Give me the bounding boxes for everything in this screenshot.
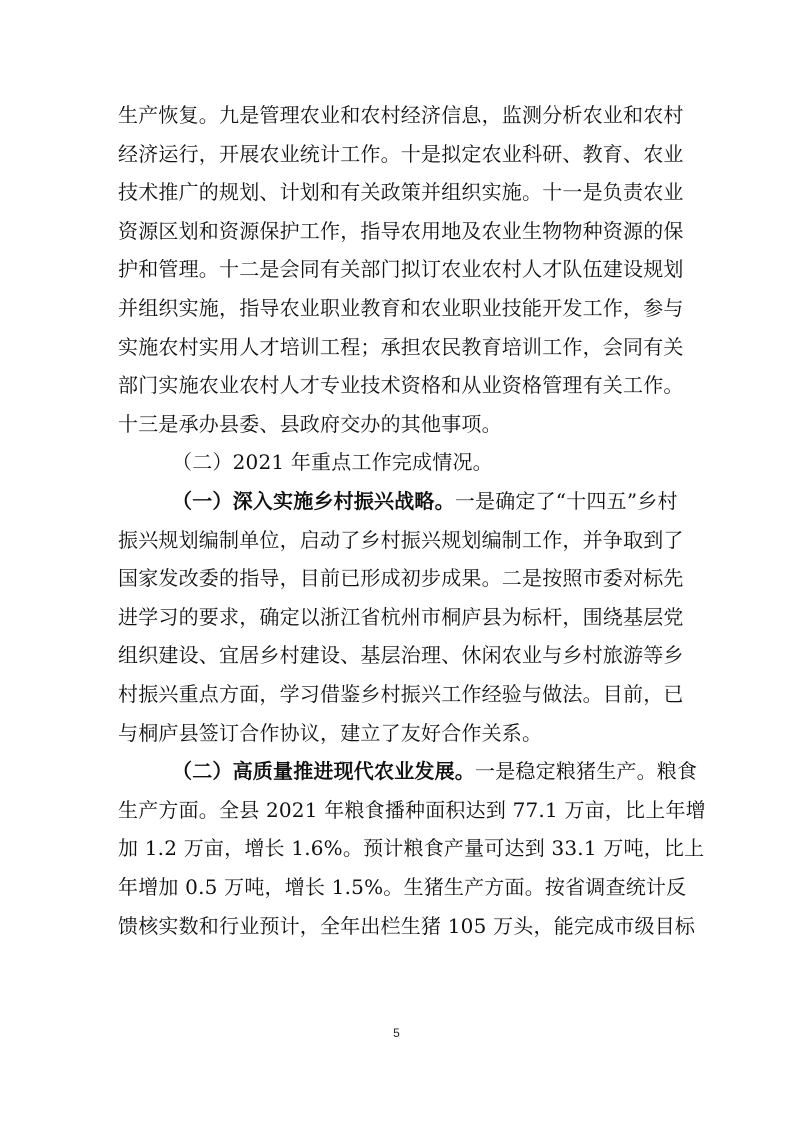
text-line (118, 523, 684, 557)
text-run: 十三是承办县委、县政府交办的其他事项。 (118, 411, 502, 436)
text-run: 村振兴重点方面，学习借鉴乡村振兴工作经验与做法。目前，已 (118, 682, 684, 706)
text-line (118, 214, 684, 248)
text-line (118, 870, 687, 904)
text-run: 技术推广的规划、计划和有关政策并组织实施。十一是负责农业 (118, 180, 684, 205)
page-number: 5 (393, 1026, 400, 1040)
text-run: 一是稳定粮猪生产。粮食 (475, 759, 698, 784)
text-line (118, 252, 684, 286)
text-run: 振兴规划编制单位，启动了乡村振兴规划编制工作，并争取到了 (118, 527, 684, 552)
text-line (118, 407, 678, 441)
text-run: 国家发改委的指导，目前已形成初步成果。二是按照市委对标先 (118, 566, 684, 591)
text-line (118, 175, 684, 209)
text-run: 加 1.2 万亩，增长 1.6%。预计粮食产量可达到 33.1 万吨，比上 (118, 836, 705, 861)
text-line (118, 368, 684, 402)
text-line (118, 677, 684, 711)
paragraph-first-line (172, 754, 698, 788)
text-run: 并组织实施，指导农业职业教育和农业职业技能开发工作，参与 (118, 296, 684, 320)
text-line (118, 600, 684, 634)
text-run: （二）2021 年重点工作完成情况。 (172, 450, 493, 475)
text-run: 馈核实数和行业预计，全年出栏生猪 105 万头，能完成市级目标 (118, 913, 696, 938)
text-run: 生产恢复。九是管理农业和农村经济信息，监测分析农业和农村 (118, 103, 684, 127)
text-line (118, 291, 684, 325)
paragraph-first-line (172, 484, 678, 518)
text-line (118, 137, 684, 171)
text-line (118, 716, 678, 750)
text-run: 进学习的要求，确定以浙江省杭州市桐庐县为标杆，围绕基层党 (118, 604, 684, 629)
text-line (118, 561, 684, 595)
text-line (118, 330, 684, 364)
text-run: 组织建设、宜居乡村建设、基层治理、休闲农业与乡村旅游等乡 (118, 643, 684, 668)
text-line (118, 98, 684, 132)
text-run: 生产方面。全县 2021 年粮食播种面积达到 77.1 万亩，比上年增 (118, 797, 706, 822)
text-run: 经济运行，开展农业统计工作。十是拟定农业科研、教育、农业 (118, 141, 684, 166)
text-run: 部门实施农业农村人才专业技术资格和从业资格管理有关工作。 (118, 373, 684, 398)
text-line (118, 909, 696, 943)
text-run: 年增加 0.5 万吨，增长 1.5%。生猪生产方面。按省调查统计反 (118, 875, 687, 899)
text-run: 护和管理。十二是会同有关部门拟订农业农村人才队伍建设规划 (118, 257, 684, 282)
text-run: 一是确定了“十四五”乡村 (454, 489, 678, 513)
text-line (118, 638, 684, 672)
text-run: 资源区划和资源保护工作，指导农用地及农业生物物种资源的保 (118, 218, 684, 243)
text-line (118, 793, 706, 827)
text-line (118, 831, 705, 865)
section-heading: （一）深入实施乡村振兴战略。 (172, 489, 455, 513)
text-run: 实施农村实用人才培训工程；承担农民教育培训工作，会同有关 (118, 334, 684, 359)
text-run: 与桐庐县签订合作协议，建立了友好合作关系。 (118, 720, 543, 745)
paragraph-first-line (172, 445, 678, 479)
section-heading: （二）高质量推进现代农业发展。 (172, 759, 475, 784)
